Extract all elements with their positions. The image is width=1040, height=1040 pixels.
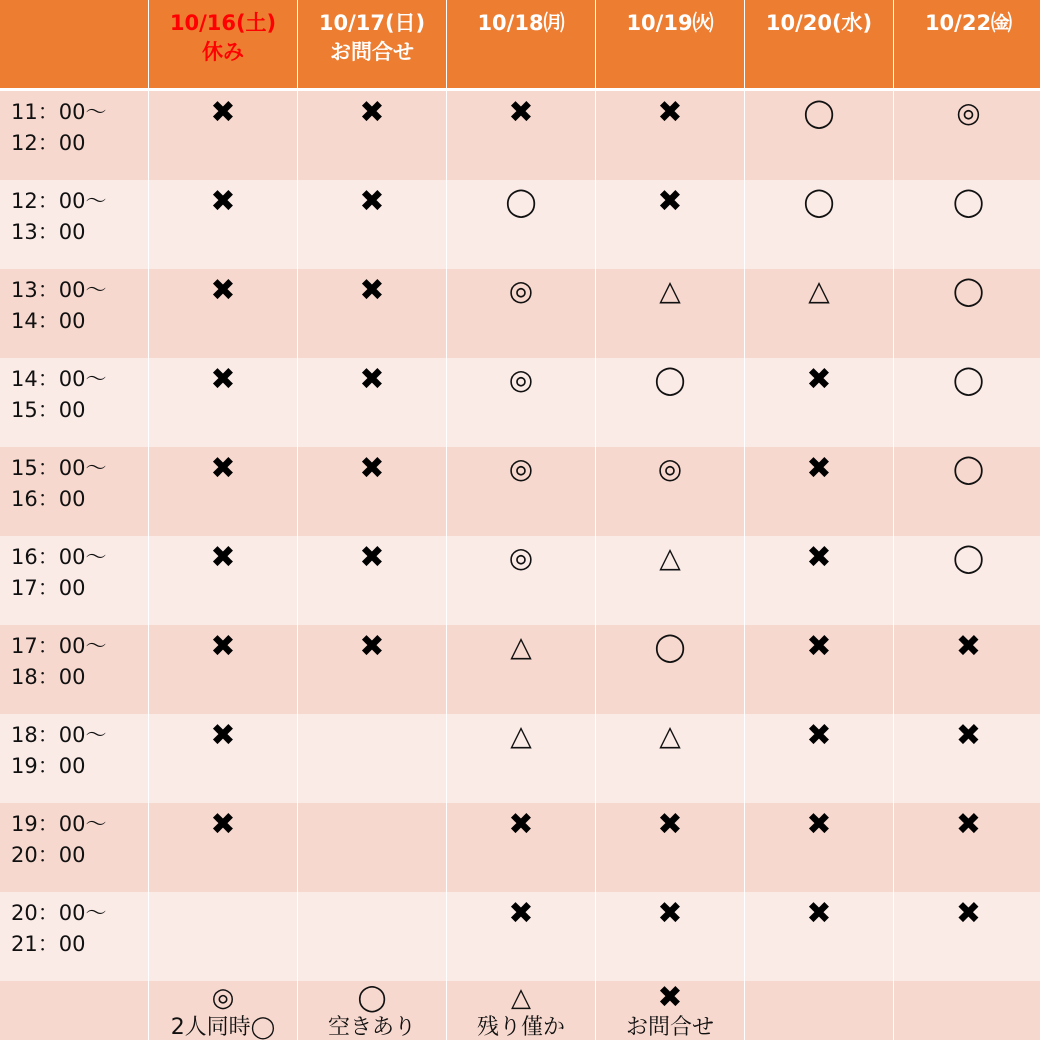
availability-cell[interactable]: [894, 447, 1040, 536]
cross-mark-icon: ✖: [657, 981, 683, 1015]
cross-mark-icon: ✖: [210, 362, 236, 397]
time-start: 16：00〜: [11, 545, 107, 569]
time-end: 13：00: [11, 220, 86, 244]
time-end: 18：00: [11, 665, 86, 689]
availability-cell[interactable]: [745, 269, 893, 358]
availability-cell[interactable]: [149, 625, 297, 714]
availability-cell[interactable]: [894, 625, 1040, 714]
header-date-3: [447, 0, 595, 91]
availability-cell[interactable]: [894, 180, 1040, 269]
availability-cell[interactable]: [745, 447, 893, 536]
availability-cell[interactable]: [596, 892, 744, 981]
availability-cell[interactable]: [298, 269, 446, 358]
time-slot-label: [0, 892, 148, 981]
availability-cell[interactable]: [894, 536, 1040, 625]
availability-cell[interactable]: [298, 447, 446, 536]
time-slot-label: [0, 269, 148, 358]
header-date-6: [894, 0, 1040, 91]
availability-cell[interactable]: [298, 536, 446, 625]
availability-cell[interactable]: [894, 803, 1040, 892]
availability-cell[interactable]: [447, 625, 595, 714]
time-start: 18：00〜: [11, 723, 107, 747]
circle-mark-icon: ◯: [952, 452, 985, 485]
legend-item: [149, 981, 297, 1040]
time-end: 12：00: [11, 131, 86, 155]
time-start: 15：00〜: [11, 456, 107, 480]
time-end: 21：00: [11, 932, 86, 956]
availability-cell[interactable]: [298, 358, 446, 447]
cross-mark-icon: ✖: [210, 184, 236, 219]
availability-cell[interactable]: [894, 714, 1040, 803]
double-circle-mark-icon: ◎: [657, 452, 683, 485]
availability-cell[interactable]: [149, 714, 297, 803]
availability-cell[interactable]: [447, 358, 595, 447]
time-end: 15：00: [11, 398, 86, 422]
legend-item: [745, 981, 893, 1040]
availability-cell[interactable]: [447, 892, 595, 981]
cross-mark-icon: ✖: [359, 362, 385, 397]
cross-mark-icon: ✖: [806, 629, 832, 664]
cross-mark-icon: ✖: [359, 273, 385, 308]
double-circle-mark-icon: ◎: [508, 274, 534, 307]
availability-cell[interactable]: [596, 180, 744, 269]
cross-mark-icon: ✖: [955, 629, 982, 664]
availability-cell[interactable]: [596, 91, 744, 180]
header-date-label: 10/20(水): [765, 11, 873, 35]
legend-text: 空きあり: [327, 1015, 416, 1040]
availability-cell[interactable]: [596, 447, 744, 536]
time-start: 12：00〜: [11, 189, 107, 213]
availability-cell[interactable]: [149, 803, 297, 892]
availability-cell[interactable]: [298, 714, 446, 803]
availability-cell[interactable]: [745, 892, 893, 981]
time-slot-label: [0, 358, 148, 447]
availability-cell[interactable]: [894, 892, 1040, 981]
availability-cell[interactable]: [745, 714, 893, 803]
triangle-mark-icon: △: [510, 719, 532, 752]
cross-mark-icon: ✖: [508, 896, 534, 931]
availability-cell[interactable]: [596, 714, 744, 803]
availability-cell[interactable]: [596, 536, 744, 625]
circle-mark-icon: ◯: [803, 96, 835, 129]
availability-cell[interactable]: [447, 714, 595, 803]
cross-mark-icon: ✖: [508, 95, 534, 130]
circle-mark-icon: ◯: [952, 541, 985, 574]
time-end: 20：00: [11, 843, 86, 867]
availability-cell[interactable]: [149, 892, 297, 981]
triangle-mark-icon: △: [659, 274, 681, 307]
availability-cell[interactable]: [596, 358, 744, 447]
circle-mark-icon: ◯: [952, 363, 985, 396]
cross-mark-icon: ✖: [657, 95, 683, 130]
availability-cell[interactable]: [298, 625, 446, 714]
legend-text: お問合せ: [625, 1015, 714, 1040]
availability-cell[interactable]: [596, 803, 744, 892]
triangle-mark-icon: △: [511, 983, 531, 1013]
time-slot-label: [0, 180, 148, 269]
circle-mark-icon: ◯: [654, 630, 686, 663]
availability-cell[interactable]: [745, 91, 893, 180]
availability-cell[interactable]: [447, 536, 595, 625]
availability-cell[interactable]: [745, 803, 893, 892]
legend-corner: [0, 981, 148, 1040]
legend-item: [596, 981, 744, 1040]
cross-mark-icon: ✖: [210, 718, 236, 753]
availability-cell[interactable]: [745, 536, 893, 625]
cross-mark-icon: ✖: [508, 807, 534, 842]
double-circle-mark-icon: ◎: [211, 983, 235, 1013]
cross-mark-icon: ✖: [657, 896, 683, 931]
header-date-label: 10/22㈮: [924, 11, 1013, 35]
time-slot-label: [0, 803, 148, 892]
cross-mark-icon: ✖: [955, 718, 982, 753]
time-slot-label: [0, 625, 148, 714]
legend-item: [298, 981, 446, 1040]
header-date-5: [745, 0, 893, 91]
time-start: 13：00〜: [11, 278, 107, 302]
cross-mark-icon: ✖: [806, 896, 832, 931]
time-end: 19：00: [11, 754, 86, 778]
cross-mark-icon: ✖: [806, 362, 832, 397]
header-note-label: お問合せ: [330, 40, 414, 64]
time-start: 11：00〜: [11, 100, 107, 124]
legend-text: 2人同時◯: [170, 1015, 276, 1040]
availability-cell[interactable]: [447, 803, 595, 892]
availability-cell[interactable]: [745, 180, 893, 269]
legend-text: 残り僅か: [476, 1015, 565, 1040]
cross-mark-icon: ✖: [806, 807, 832, 842]
circle-mark-icon: ◯: [505, 185, 537, 218]
cross-mark-icon: ✖: [210, 807, 236, 842]
double-circle-mark-icon: ◎: [956, 96, 981, 129]
availability-cell[interactable]: [745, 625, 893, 714]
cross-mark-icon: ✖: [806, 451, 832, 486]
header-date-label: 10/17(日): [318, 11, 426, 35]
circle-mark-icon: ◯: [952, 185, 985, 218]
time-start: 20：00〜: [11, 901, 107, 925]
time-start: 19：00〜: [11, 812, 107, 836]
availability-cell[interactable]: [149, 536, 297, 625]
cross-mark-icon: ✖: [955, 807, 982, 842]
double-circle-mark-icon: ◎: [508, 363, 534, 396]
availability-cell[interactable]: [894, 358, 1040, 447]
legend-item: [894, 981, 1040, 1040]
availability-cell[interactable]: [447, 91, 595, 180]
availability-cell[interactable]: [894, 91, 1040, 180]
triangle-mark-icon: △: [659, 719, 681, 752]
availability-cell[interactable]: [447, 447, 595, 536]
double-circle-mark-icon: ◎: [508, 541, 534, 574]
triangle-mark-icon: △: [808, 274, 830, 307]
header-note-label: 休み: [202, 40, 244, 64]
cross-mark-icon: ✖: [210, 273, 236, 308]
legend-item: [447, 981, 595, 1040]
availability-cell[interactable]: [149, 358, 297, 447]
cross-mark-icon: ✖: [955, 896, 982, 931]
cross-mark-icon: ✖: [210, 540, 236, 575]
availability-cell[interactable]: [596, 625, 744, 714]
availability-cell[interactable]: [298, 803, 446, 892]
cross-mark-icon: ✖: [806, 540, 832, 575]
cross-mark-icon: ✖: [359, 95, 385, 130]
availability-cell[interactable]: [894, 269, 1040, 358]
availability-cell[interactable]: [298, 180, 446, 269]
cross-mark-icon: ✖: [806, 718, 832, 753]
header-date-label: 10/16(土): [169, 11, 277, 35]
time-slot-label: [0, 447, 148, 536]
time-slot-label: [0, 536, 148, 625]
time-start: 14：00〜: [11, 367, 107, 391]
time-slot-label: [0, 714, 148, 803]
availability-cell[interactable]: [149, 447, 297, 536]
circle-mark-icon: ◯: [654, 363, 686, 396]
triangle-mark-icon: △: [659, 541, 681, 574]
cross-mark-icon: ✖: [359, 451, 385, 486]
header-date-2: [298, 0, 446, 91]
availability-cell[interactable]: [298, 892, 446, 981]
header-date-label: 10/18㈪: [477, 11, 565, 35]
circle-mark-icon: ◯: [803, 185, 835, 218]
availability-cell[interactable]: [149, 91, 297, 180]
availability-cell[interactable]: [745, 358, 893, 447]
cross-mark-icon: ✖: [210, 451, 236, 486]
availability-cell[interactable]: [596, 269, 744, 358]
availability-cell[interactable]: [149, 180, 297, 269]
cross-mark-icon: ✖: [210, 95, 236, 130]
cross-mark-icon: ✖: [359, 540, 385, 575]
cross-mark-icon: ✖: [359, 184, 385, 219]
cross-mark-icon: ✖: [657, 184, 683, 219]
time-end: 14：00: [11, 309, 86, 333]
time-start: 17：00〜: [11, 634, 107, 658]
header-date-label: 10/19㈫: [626, 11, 714, 35]
circle-mark-icon: ◯: [357, 983, 387, 1013]
circle-mark-icon: ◯: [952, 274, 985, 307]
triangle-mark-icon: △: [510, 630, 532, 663]
availability-cell[interactable]: [149, 269, 297, 358]
header-date-4: [596, 0, 744, 91]
header-date-1: [149, 0, 297, 91]
time-end: 17：00: [11, 576, 86, 600]
time-slot-label: [0, 91, 148, 180]
availability-cell[interactable]: [447, 269, 595, 358]
availability-cell[interactable]: [447, 180, 595, 269]
cross-mark-icon: ✖: [210, 629, 236, 664]
header-corner: [0, 0, 148, 91]
double-circle-mark-icon: ◎: [508, 452, 534, 485]
cross-mark-icon: ✖: [657, 807, 683, 842]
time-end: 16：00: [11, 487, 86, 511]
cross-mark-icon: ✖: [359, 629, 385, 664]
availability-cell[interactable]: [298, 91, 446, 180]
